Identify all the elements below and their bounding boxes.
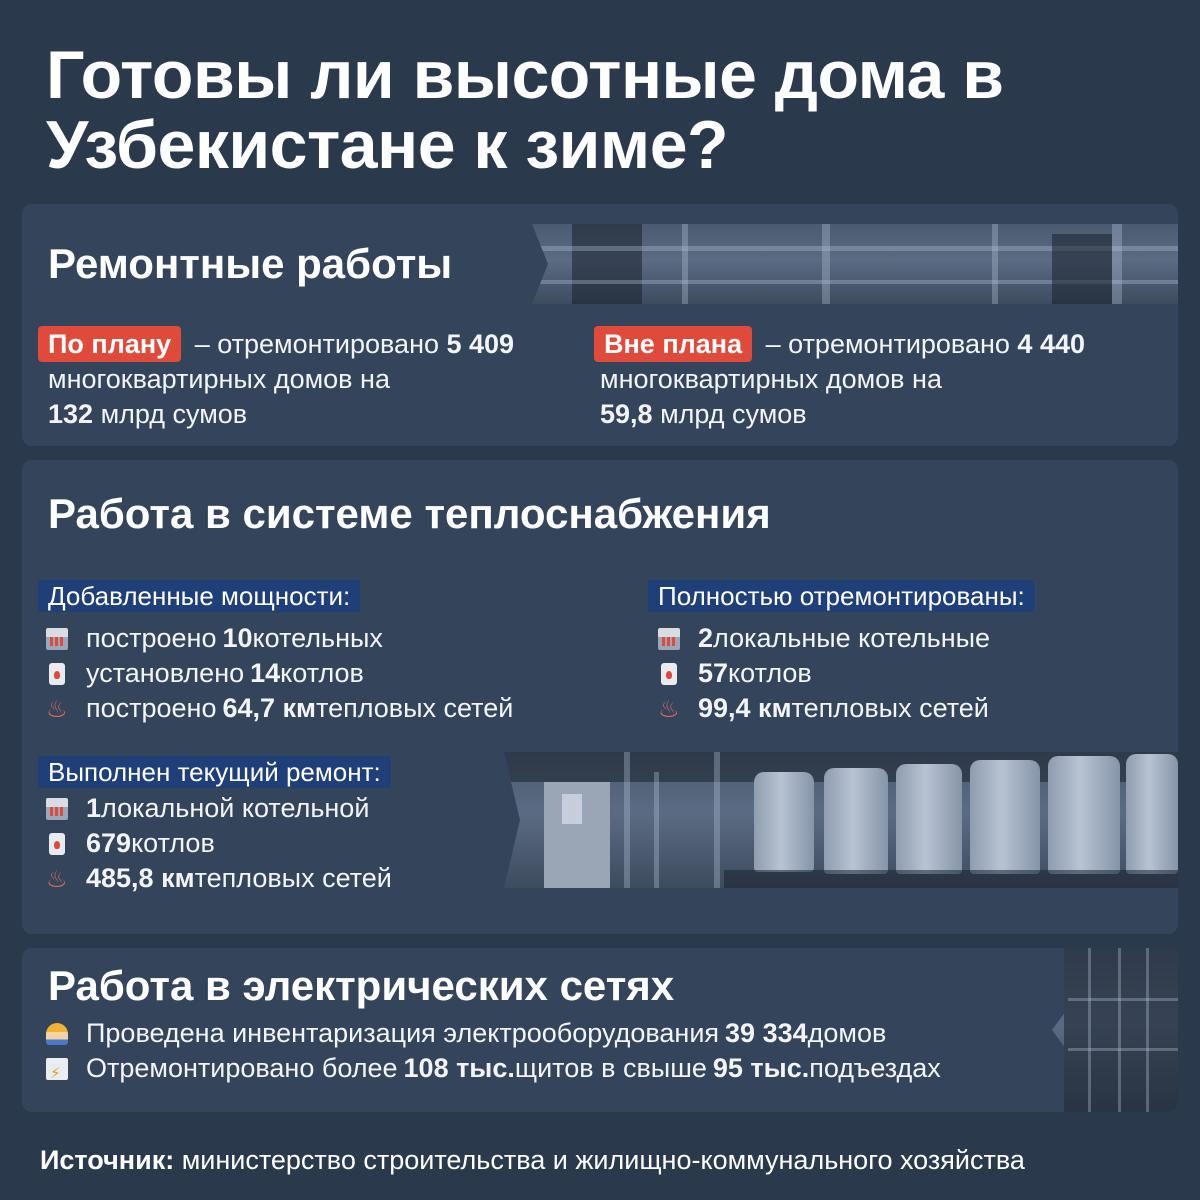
full-repair-label: Полностью отремонтированы:: [648, 580, 1035, 612]
list-item: [46, 791, 392, 826]
unplanned-repairs-text: [594, 326, 1154, 432]
item-text: котлов: [280, 658, 364, 688]
list-item: [46, 621, 513, 656]
electric-heading: Работа в электрических сетях: [48, 962, 675, 1009]
unplanned-badge: Вне плана: [594, 326, 752, 362]
list-item: [658, 656, 990, 691]
item-value: 64,7 км: [222, 693, 317, 723]
unplanned-text-before: – отремонтировано: [758, 329, 1018, 359]
item-value: 10: [222, 623, 253, 653]
unplanned-text-after: млрд сумов: [652, 399, 807, 429]
planned-text-mid: многоквартирных домов на: [48, 364, 390, 394]
list-item: [46, 1016, 941, 1051]
item-text: котельных: [252, 623, 383, 653]
electrical-panel-photo: [1038, 948, 1178, 1112]
item-text: построено: [86, 623, 217, 653]
item-text: установлено: [86, 658, 245, 688]
item-text: тепловых сетей: [194, 863, 392, 893]
item-value: 99,4 км: [698, 693, 792, 723]
item-value: 108 тыс.: [403, 1053, 515, 1083]
full-repair-list: [658, 621, 990, 726]
item-text: домов: [807, 1018, 887, 1048]
heat-network-icon: [46, 868, 68, 890]
electric-panel: [22, 948, 1178, 1112]
planned-text-after: млрд сумов: [93, 399, 248, 429]
list-item: [658, 691, 990, 726]
item-text: Проведена инвентаризация электрооборудования: [86, 1018, 720, 1048]
repairs-heading: Ремонтные работы: [48, 240, 453, 287]
heat-network-icon: [658, 698, 680, 720]
added-capacity-label: Добавленные мощности:: [38, 580, 360, 612]
item-text: тепловых сетей: [791, 693, 989, 723]
item-value: 57: [698, 658, 729, 688]
boiler-room-photo: [532, 224, 1178, 304]
item-value: 39 334: [725, 1018, 808, 1048]
item-text: щитов в свыше: [514, 1053, 707, 1083]
source-label: Источник:: [40, 1145, 175, 1175]
item-value: 14: [250, 658, 281, 688]
unplanned-count: 4 440: [1017, 329, 1085, 359]
item-text: Отремонтировано более: [86, 1053, 398, 1083]
item-text: локальные котельные: [713, 623, 991, 653]
list-item: [46, 691, 513, 726]
planned-repairs-text: [38, 326, 578, 432]
boiler-icon: [49, 663, 65, 685]
boiler-house-icon: [46, 628, 68, 650]
electric-list: [46, 1016, 941, 1086]
page-title: Готовы ли высотные дома в Узбекистане к зиме?: [46, 37, 1004, 183]
planned-amount: 132: [48, 399, 94, 429]
boiler-house-icon: [46, 798, 68, 820]
repairs-panel: [22, 204, 1178, 446]
boiler-icon: [661, 663, 677, 685]
list-item: [46, 656, 513, 691]
current-repair-label: Выполнен текущий ремонт:: [38, 756, 391, 788]
planned-badge: По плану: [38, 326, 181, 362]
unplanned-text-mid: многоквартирных домов на: [600, 364, 942, 394]
boiler-icon: [49, 833, 65, 855]
item-text: локальной котельной: [101, 793, 370, 823]
added-capacity-list: [46, 621, 513, 726]
item-text: построено: [86, 693, 217, 723]
item-value: 1: [86, 793, 102, 823]
unplanned-amount: 59,8: [600, 399, 653, 429]
current-repair-list: [46, 791, 392, 896]
item-value: 485,8 км: [86, 863, 195, 893]
heating-heading: Работа в системе теплоснабжения: [48, 490, 771, 537]
boilers-photo: [504, 752, 1178, 888]
item-text: котлов: [728, 658, 812, 688]
planned-count: 5 409: [446, 329, 515, 359]
list-item: [46, 826, 392, 861]
boiler-house-icon: [658, 628, 680, 650]
item-text: подъездах: [809, 1053, 941, 1083]
heat-network-icon: [46, 698, 68, 720]
heating-panel: [22, 460, 1178, 934]
item-text: тепловых сетей: [316, 693, 514, 723]
item-value: 679: [86, 828, 132, 858]
item-text: котлов: [131, 828, 215, 858]
item-value: 2: [698, 623, 714, 653]
electrician-icon: [46, 1023, 68, 1045]
source-note: [40, 1144, 1025, 1176]
list-item: [46, 861, 392, 896]
source-text: министерство строительства и жилищно-коммунального хозяйства: [174, 1145, 1025, 1175]
list-item: [46, 1051, 941, 1086]
item-value: 95 тыс.: [712, 1053, 810, 1083]
planned-text-before: – отремонтировано: [187, 329, 447, 359]
electric-panel-icon: [46, 1058, 68, 1080]
list-item: [658, 621, 990, 656]
